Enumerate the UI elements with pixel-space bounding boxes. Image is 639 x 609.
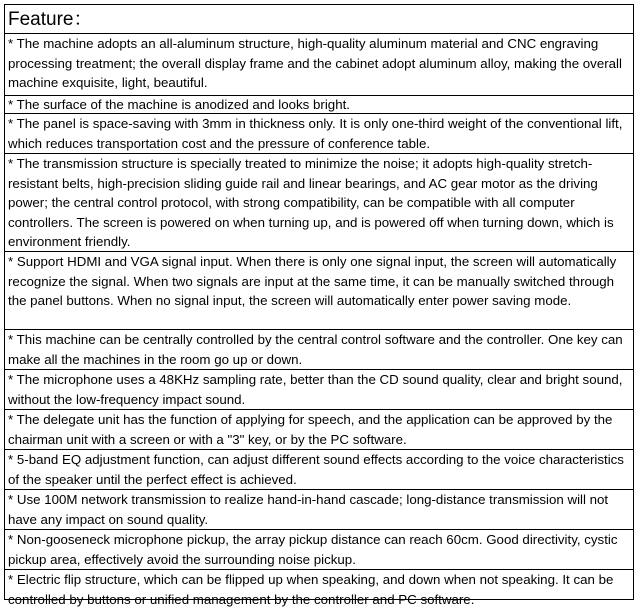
feature-item-sampling-rate: * The microphone uses a 48KHz sampling rate, better than the CD sound quality, clear and bright sound, without the low-frequency impact sound.: [5, 370, 633, 410]
feature-title: Feature：: [5, 5, 633, 34]
feature-item-signal-input: * Support HDMI and VGA signal input. When there is only one signal input, the screen will automatically recognize the signal. When two signals are input at the same time, it can be manually switched through the panel buttons. When no signal input, the screen will automatically enter power saving mode.: [5, 252, 633, 330]
feature-item-thin-panel: * The panel is space-saving with 3mm in thickness only. It is only one-third weight of the conventional lift, which reduces transportation cost and the pressure of conference table.: [5, 114, 633, 154]
feature-item-transmission-structure: * The transmission structure is specially treated to minimize the noise; it adopts high-quality stretch-resistant belts, high-precision sliding guide rail and linear bearings, and AC gear motor as the driving power; the central control protocol, with strong compatibility, can be compatible with all computer controllers. The screen is powered on when turning up, and is powered off when turning down, which is environment friendly.: [5, 154, 633, 252]
feature-item-speech-application: * The delegate unit has the function of applying for speech, and the application can be approved by the chairman unit with a screen or with a "3" key, or by the PC software.: [5, 410, 633, 450]
feature-item-electric-flip: * Electric flip structure, which can be flipped up when speaking, and down when not speaking. It can be controlled by buttons or unified management by the controller and PC software.: [8, 572, 614, 607]
feature-table: [4, 4, 634, 607]
feature-item-network-transmission: * Use 100M network transmission to realize hand-in-hand cascade; long-distance transmission will not have any impact on sound quality.: [5, 490, 633, 530]
feature-item-central-control: * This machine can be centrally controlled by the central control software and the controller. One key can make all the machines in the room go up or down.: [5, 330, 633, 370]
feature-item-microphone-pickup: * Non-gooseneck microphone pickup, the array pickup distance can reach 60cm. Good directivity, cystic pickup area, effectively avoid the surrounding noise pickup.: [5, 530, 633, 570]
feature-item-anodized-surface: * The surface of the machine is anodized and looks bright.: [5, 96, 633, 114]
feature-item-aluminum-structure: * The machine adopts an all-aluminum structure, high-quality aluminum material and CNC engraving processing treatment; the overall display frame and the cabinet adopt aluminum alloy, making the overall machine exquisite, light, beautiful.: [5, 34, 633, 96]
feature-item-eq-adjustment: * 5-band EQ adjustment function, can adjust different sound effects according to the voice characteristics of the speaker until the perfect effect is achieved.: [5, 450, 633, 490]
